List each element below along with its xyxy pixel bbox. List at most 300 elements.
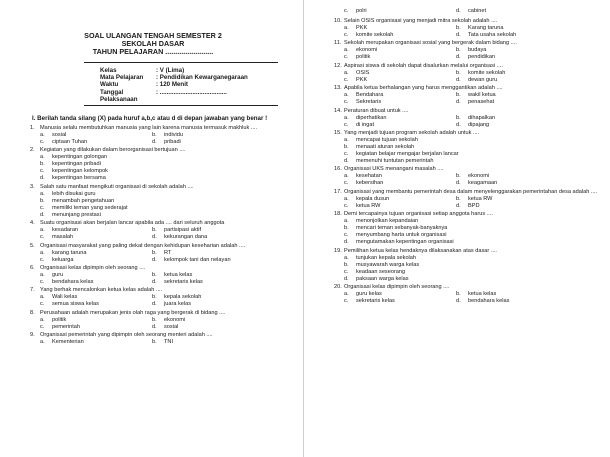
option-text: pemerintah — [52, 323, 80, 330]
option-text: ekonomi — [468, 173, 490, 180]
option-letter: b. — [344, 225, 349, 232]
question — [334, 18, 606, 25]
option-letter: b. — [152, 294, 157, 301]
option-text: pribadi — [164, 139, 181, 146]
option-text: komite sekolah — [356, 32, 394, 38]
option-text: dihapalkan — [468, 114, 496, 121]
option-text: kesehatan — [356, 173, 382, 180]
question-block — [308, 130, 606, 165]
question-text: Organisasi kelas dipimpin oleh seorang .... — [344, 283, 450, 290]
question — [30, 332, 302, 339]
meta-row — [100, 67, 302, 74]
option-letter: d. — [152, 279, 157, 286]
answer-option — [40, 205, 302, 212]
option-letter: a. — [344, 136, 349, 143]
option-letter: a. — [344, 47, 349, 54]
option-text: mengutamakan kepentingan organisasi — [356, 239, 454, 246]
meta-label: Kelas — [100, 66, 117, 74]
answer-option — [344, 298, 456, 305]
question-number: 16. — [334, 166, 342, 173]
answer-options — [344, 137, 606, 165]
option-text: partisipasi aktif — [164, 227, 201, 234]
option-letter: c. — [40, 323, 45, 330]
answer-options — [40, 250, 302, 264]
option-text: guru kelas — [356, 290, 382, 297]
question — [334, 85, 606, 92]
option-text: Sekretaris — [356, 99, 382, 106]
option-text: PKK — [356, 76, 368, 83]
answer-option — [40, 191, 302, 198]
option-letter: a. — [40, 339, 45, 346]
answer-options — [344, 291, 606, 305]
answer-option — [40, 301, 152, 308]
option-letter: c. — [344, 268, 349, 275]
answer-options — [344, 196, 606, 210]
question-list-right — [308, 18, 606, 305]
option-text: masalah — [52, 234, 74, 241]
option-letter: c. — [344, 8, 349, 14]
answer-option — [456, 77, 606, 84]
answer-option — [456, 47, 606, 54]
question-text: Organisasi masyarakat yang paling dekat dengan kehidupan keseharian adalah .... — [40, 242, 246, 249]
answer-option — [344, 8, 456, 15]
option-text: guru — [52, 272, 64, 279]
question-number: 6. — [30, 265, 35, 272]
option-letter: b. — [40, 161, 45, 168]
option-text: politik — [356, 54, 371, 61]
answer-option — [344, 70, 456, 77]
answer-option — [344, 291, 456, 298]
option-text: wakil ketua — [468, 92, 496, 99]
question-text: Pemilihan ketua kelas hendaknya dilaksanakan atas dasar .... — [344, 247, 497, 254]
option-text: RT — [164, 249, 172, 256]
question — [334, 189, 606, 196]
option-text: keadaan seseorang — [356, 268, 406, 275]
option-text: ketua RW — [468, 195, 493, 202]
option-text: kelompok tani dan nelayan — [164, 256, 231, 263]
option-letter: c. — [40, 139, 45, 146]
option-text: juara kelas — [164, 301, 192, 308]
answer-option — [40, 257, 152, 264]
question-text: Apabila ketua berhalangan yang harus menggantikan adalah .... — [344, 85, 503, 92]
question-number: 17. — [334, 188, 342, 195]
option-letter: a. — [344, 69, 349, 76]
option-letter: a. — [344, 290, 349, 297]
answer-option — [152, 257, 302, 264]
question-block — [308, 189, 606, 210]
option-text: individu — [164, 132, 183, 139]
answer-option — [344, 262, 606, 269]
question-number: 8. — [30, 309, 35, 316]
option-letter: d. — [456, 202, 461, 209]
answer-option — [344, 180, 456, 187]
option-letter: b. — [152, 272, 157, 279]
option-letter: b. — [456, 114, 461, 121]
answer-option — [40, 339, 152, 346]
option-text: ekonomi — [164, 316, 186, 323]
answer-option — [344, 158, 606, 165]
question — [334, 284, 606, 291]
answer-option — [456, 291, 606, 298]
answer-option — [344, 255, 606, 262]
question-block — [308, 248, 606, 283]
answer-option — [344, 47, 456, 54]
question-block — [308, 166, 606, 187]
answer-option — [40, 272, 152, 279]
question — [334, 211, 606, 218]
exam-meta — [100, 67, 302, 103]
question-text: Peraturan dibuat untuk .... — [344, 107, 409, 114]
answer-option — [40, 154, 302, 161]
option-text: menambah pengetahuan — [52, 197, 115, 204]
option-letter: b. — [344, 143, 349, 150]
question-number: 11. — [334, 40, 342, 47]
option-text: keagamaan — [468, 180, 498, 187]
question — [334, 40, 606, 47]
page-divider — [303, 0, 304, 457]
question-text: Sekolah merupakan organisasi sosial yang bergerak dalam bidang .... — [344, 40, 517, 47]
option-letter: c. — [40, 256, 45, 263]
option-text: kebersihan — [356, 180, 384, 187]
option-letter: a. — [344, 173, 349, 180]
option-text: budaya — [468, 47, 487, 54]
answer-option — [456, 54, 606, 61]
option-text: kepentingan golongan — [52, 154, 108, 161]
option-text: kepentingan pribadi — [52, 161, 101, 168]
option-text: kepala dusun — [356, 195, 390, 202]
option-letter: b. — [456, 69, 461, 76]
meta-label: Mata Pelajaran — [100, 73, 144, 81]
question-number: 19. — [334, 247, 342, 254]
answer-option — [152, 234, 302, 241]
answer-options — [344, 255, 606, 283]
question-block — [308, 40, 606, 61]
option-text: menaati aturan sekolah — [356, 143, 415, 150]
answer-option — [344, 144, 606, 151]
answer-option — [344, 92, 456, 99]
exam-page-right — [308, 0, 606, 457]
question-number: 9. — [30, 332, 35, 339]
option-text: Tata usaha sekolah — [468, 32, 517, 38]
answer-option — [152, 339, 302, 346]
option-letter: d. — [152, 139, 157, 146]
option-text: kepentingan kelompok — [52, 168, 108, 175]
option-letter: c. — [344, 180, 349, 187]
answer-option — [344, 137, 606, 144]
option-letter: a. — [40, 249, 45, 256]
answer-option — [344, 25, 456, 32]
option-text: menyumbang harta untuk organisasi — [356, 232, 447, 239]
answer-option — [456, 8, 606, 15]
answer-options — [40, 272, 302, 286]
option-text: komite sekolah — [468, 69, 506, 76]
option-text: BPD — [468, 202, 480, 209]
continued-options — [344, 8, 606, 15]
option-text: Karang taruna — [468, 25, 504, 31]
option-letter: d. — [40, 175, 45, 182]
option-letter: a. — [344, 218, 349, 225]
question-text: Organisasi pemerintah yang dipimpin oleh seorang menteri adalah .... — [40, 332, 213, 339]
question-text: Yang menjadi tujuan program sekolah adalah untuk .... — [344, 129, 480, 136]
answer-option — [40, 161, 302, 168]
option-text: sosial — [164, 323, 179, 330]
option-text: dipajang — [468, 121, 490, 128]
answer-option — [344, 99, 456, 106]
option-letter: b. — [456, 92, 461, 99]
answer-option — [344, 32, 456, 39]
question-text: Perusahaan adalah merupakan jenis olah raga yang bergerak di bidang .... — [40, 309, 226, 316]
option-letter: d. — [152, 301, 157, 308]
answer-option — [40, 250, 152, 257]
option-letter: d. — [344, 275, 349, 282]
meta-value: : Pendidikan Kewarganegaraan — [156, 73, 248, 81]
question-list-left — [4, 125, 302, 346]
meta-row — [100, 81, 302, 88]
answer-options — [344, 115, 606, 129]
option-letter: c. — [344, 121, 349, 128]
question-number: 15. — [334, 129, 342, 136]
answer-option — [40, 168, 302, 175]
answer-option — [40, 139, 152, 146]
question-block — [308, 85, 606, 106]
answer-options — [40, 339, 302, 346]
answer-option — [40, 132, 152, 139]
question-text: Organisasi yang membantu pemerintah desa dalam menyelenggarakan pemerintahan desa adalah .... — [344, 188, 598, 195]
option-text: kesadaran — [52, 227, 79, 234]
answer-option — [152, 279, 302, 286]
option-letter: d. — [456, 54, 461, 61]
answer-option — [344, 225, 606, 232]
question-number: 4. — [30, 220, 35, 227]
option-text: musyawarah warga kelas — [356, 261, 420, 268]
answer-option — [456, 70, 606, 77]
option-letter: c. — [344, 150, 349, 157]
question-block — [308, 211, 606, 246]
option-letter: c. — [40, 168, 45, 175]
question-text: Organisasi kelas dipimpin oleh seorang .... — [40, 265, 146, 272]
answer-option — [344, 196, 456, 203]
question-text: Suatu organisasi akan berjalan lancar apabila ada .... dari seluruh anggota — [40, 220, 225, 227]
option-letter: a. — [344, 25, 349, 31]
option-text: sekretaris kelas — [164, 279, 203, 286]
question — [30, 220, 302, 227]
option-text: OSIS — [356, 69, 370, 76]
option-letter: a. — [40, 190, 45, 197]
option-letter: d. — [456, 121, 461, 128]
option-letter: c. — [40, 234, 45, 241]
option-text: mencapai tujuan sekolah — [356, 136, 418, 143]
question-number: 7. — [30, 287, 35, 294]
answer-options — [40, 154, 302, 182]
option-text: sosial — [52, 132, 67, 139]
answer-options — [40, 191, 302, 219]
question-block — [4, 184, 302, 219]
question-text: Kegiatan yang dilakukan dalam berorganisasi bertujuan .... — [40, 147, 186, 154]
option-letter: b. — [152, 249, 157, 256]
option-letter: b. — [40, 197, 45, 204]
question-number: 3. — [30, 183, 35, 190]
answer-option — [152, 272, 302, 279]
option-text: Bendahara — [356, 92, 384, 99]
option-letter: c. — [344, 297, 349, 304]
option-text: lebih disukai guru — [52, 190, 96, 197]
question-text: Aspirasi siswa di sekolah dapat disalurkan melalui organisasi .... — [344, 62, 503, 69]
option-text: polri — [356, 8, 367, 14]
option-letter: d. — [456, 76, 461, 83]
answer-option — [344, 276, 606, 283]
answer-option — [152, 227, 302, 234]
answer-option — [456, 203, 606, 210]
answer-option — [152, 301, 302, 308]
question — [334, 63, 606, 70]
answer-option — [456, 196, 606, 203]
option-letter: d. — [456, 32, 461, 38]
answer-option — [456, 115, 606, 122]
answer-options — [344, 92, 606, 106]
option-letter: c. — [344, 54, 349, 61]
option-text: memenuhi tuntutan pemerintah — [356, 157, 434, 164]
option-letter: d. — [456, 99, 461, 106]
question-block — [308, 108, 606, 129]
option-letter: a. — [40, 294, 45, 301]
option-text: Wali kelas — [52, 294, 78, 301]
option-text: cabinet — [468, 8, 487, 14]
option-text: karang taruna — [52, 249, 87, 256]
question-block — [4, 220, 302, 241]
meta-value: : ....................................... — [156, 88, 227, 96]
option-letter: b. — [456, 25, 461, 31]
option-letter: c. — [344, 232, 349, 239]
option-letter: b. — [152, 316, 157, 323]
question-text: Manusia selalu membutuhkan manusia yang lain karena manusia termasuk makhluk .... — [40, 125, 258, 132]
question-block — [308, 63, 606, 84]
question-text: Demi tercapainya tujuan organisasi setiap anggota harus .... — [344, 211, 493, 218]
option-letter: b. — [152, 339, 157, 346]
meta-value: : 120 Menit — [156, 81, 188, 89]
answer-options — [344, 173, 606, 187]
answer-option — [344, 218, 606, 225]
answer-option — [456, 92, 606, 99]
exam-title-line-1: SOAL ULANGAN TENGAH SEMESTER 2 — [84, 31, 222, 40]
option-text: mencari teman sebanyak-banyaknya — [356, 225, 448, 232]
meta-label: Tanggal Pelaksanaan — [100, 88, 138, 103]
option-letter: d. — [456, 180, 461, 187]
answer-option — [344, 203, 456, 210]
exam-title-line-3: TAHUN PELAJARAN ........................ — [92, 47, 214, 57]
option-letter: d. — [40, 211, 45, 218]
option-text: sekretaris kelas — [356, 297, 395, 304]
answer-option — [456, 99, 606, 106]
answer-options — [40, 227, 302, 241]
meta-row — [100, 74, 302, 81]
question-block — [4, 265, 302, 286]
option-text: TNI — [164, 339, 174, 346]
option-letter: a. — [344, 195, 349, 202]
option-letter: c. — [40, 204, 45, 211]
answer-option — [40, 227, 152, 234]
option-text: ketua kelas — [164, 272, 193, 279]
question-number: 13. — [334, 85, 342, 92]
option-text: PKK — [356, 25, 368, 31]
option-text: tunjukan kepala sekolah — [356, 254, 417, 261]
option-text: ketua RW — [356, 202, 381, 209]
question-block — [308, 18, 606, 39]
option-text: menonjolkan kepandaian — [356, 218, 419, 225]
answer-options — [344, 47, 606, 61]
question — [30, 184, 302, 191]
answer-option — [152, 139, 302, 146]
question — [30, 265, 302, 272]
question-text: Yang berhak mencalonkan ketua kelas adalah .... — [40, 287, 163, 294]
answer-option — [152, 132, 302, 139]
option-letter: b. — [152, 132, 157, 139]
meta-row — [100, 89, 302, 104]
option-letter: d. — [456, 8, 461, 14]
option-letter: a. — [344, 114, 349, 121]
question — [334, 130, 606, 137]
question-block — [4, 125, 302, 146]
option-letter: d. — [344, 157, 349, 164]
question — [334, 248, 606, 255]
question-text: Salah satu manfaat mengikuti organisasi di sekolah adalah .... — [40, 183, 194, 190]
answer-option — [152, 250, 302, 257]
answer-option — [456, 25, 606, 32]
option-text: kepentingan bersama — [52, 175, 106, 182]
question — [30, 243, 302, 250]
question-block — [4, 243, 302, 264]
question-block — [4, 332, 302, 346]
question-number: 2. — [30, 147, 35, 154]
option-text: paksaan warga kelas — [356, 275, 409, 282]
answer-option — [40, 198, 302, 205]
question-block — [308, 284, 606, 305]
exam-title-line-2: SEKOLAH DASAR — [121, 39, 185, 49]
option-letter: b. — [456, 195, 461, 202]
question-number: 14. — [334, 107, 342, 114]
answer-option — [40, 279, 152, 286]
option-text: bendahara kelas — [52, 279, 94, 286]
option-text: di ingat — [356, 121, 375, 128]
option-text: kepala sekolah — [164, 294, 202, 301]
answer-option — [456, 173, 606, 180]
option-letter: a. — [40, 316, 45, 323]
answer-option — [152, 317, 302, 324]
question-number: 1. — [30, 125, 35, 132]
option-text: semua siswa kelas — [52, 301, 99, 308]
question-number: 10. — [334, 18, 342, 24]
answer-option — [456, 298, 606, 305]
answer-option — [40, 324, 152, 331]
option-letter: b. — [152, 227, 157, 234]
option-letter: b. — [456, 47, 461, 54]
option-letter: a. — [40, 272, 45, 279]
meta-value: : V (Lima) — [156, 66, 185, 74]
answer-option — [344, 77, 456, 84]
option-letter: a. — [344, 254, 349, 261]
option-letter: a. — [344, 92, 349, 99]
question-text: Organisasi UKS menangani masalah .... — [344, 166, 444, 173]
option-letter: c. — [344, 32, 349, 38]
option-text: menunjang prestasi — [52, 211, 101, 218]
option-letter: d. — [456, 297, 461, 304]
question — [334, 108, 606, 115]
answer-option — [40, 212, 302, 219]
option-letter: c. — [344, 76, 349, 83]
question — [30, 125, 302, 132]
exam-page-left — [4, 0, 302, 457]
option-letter: d. — [152, 323, 157, 330]
option-letter: c. — [40, 279, 45, 286]
